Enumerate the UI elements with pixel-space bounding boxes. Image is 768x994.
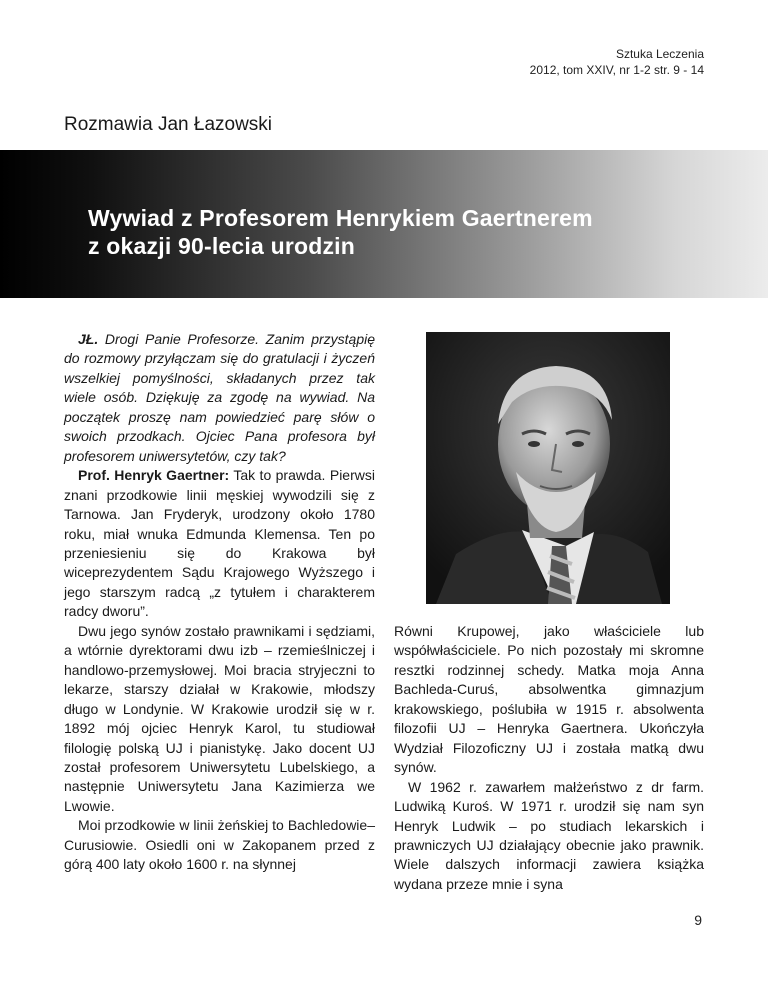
journal-issue: 2012, tom XXIV, nr 1-2 str. 9 - 14 — [529, 63, 704, 77]
title-line-1: Wywiad z Profesorem Henrykiem Gaertnerem — [88, 205, 593, 231]
right-column — [394, 622, 704, 894]
portrait-photo — [426, 332, 670, 604]
author-line: Rozmawia Jan Łazowski — [64, 114, 273, 135]
body-paragraph: Równi Krupowej, jako właściciele lub współwłaściciele. Po nich pozostały mi skromne resztki rodzinnej schedy. Matka moja Anna Bachleda-Curuś, absolwentka gimnazjum krakowskiego, poślubiła w 1915 r. absolwenta filozofii UJ – Henryka Gaertnera. Ukończyła Wydział Filozoficzny UJ i została matką dwu synów. — [394, 623, 704, 776]
title-line-2: z okazji 90-lecia urodzin — [88, 233, 356, 259]
journal-name: Sztuka Leczenia — [615, 47, 704, 61]
article-title — [88, 204, 593, 260]
question-paragraph — [64, 330, 375, 466]
interviewee-label: Prof. Henryk Gaertner: — [78, 467, 230, 484]
question-text: Drogi Panie Profesorze. Zanim przystąpię do rozmowy przyłączam się do gratulacji i życzeń wszelkiej pomyślności, składanych przez tak wiele osób. Dziękuję za zgodę na wywiad. Na początek proszę nam powiedzieć parę słów o swoich przodkach. Ojciec Pana profesora był profesorem uniwersytetów, czy tak? — [64, 331, 375, 464]
answer-text: Tak to prawda. Pierwsi znani przodkowie linii męskiej wywodzili się z Tarnowa. Jan Fryderyk, urodzony około 1780 roku, miał wnuka Edmunda Klemensa. Ten po przeniesieniu się do Krakowa był wiceprezydentem Sądu Krajowego Wyższego i jego starszym radcą „z tytułem i charakterem radcy dworu”. — [64, 467, 375, 620]
journal-reference — [530, 46, 704, 78]
page-number: 9 — [694, 912, 702, 928]
body-paragraph: Moi przodkowie w linii żeńskiej to Bachledowie–Curusiowie. Osiedli oni w Zakopanem przed z górą 400 laty około 1600 r. na słynnej — [64, 817, 375, 873]
left-column — [64, 330, 375, 875]
body-paragraph: W 1962 r. zawarłem małżeństwo z dr farm. Ludwiką Kuroś. W 1971 r. urodził się nam syn Henryk Ludwik – po studiach lekarskich i prawniczych UJ działający obecnie jako prawnik. Wiele dalszych informacji zawiera książka wydana przeze mnie i syna — [394, 778, 704, 892]
interviewer-label: JŁ. — [78, 331, 99, 347]
body-paragraph: Dwu jego synów zostało prawnikami i sędziami, a wtórnie dyrektorami dwu izb – rzemieślniczej i handlowo-przemysłowej. Moi bracia stryjeczni to lekarze, starszy działał w Krakowie, młodszy długo w Londynie. W Krakowie urodził się w r. 1892 mój ojciec Henryk Karol, tu studiował filologię polską UJ i pianistykę. Jako docent UJ został profesorem Uniwersytetu Lubelskiego, a następnie Uniwersytetu Jana Kazimierza we Lwowie. — [64, 622, 375, 814]
answer-paragraph — [64, 466, 375, 622]
